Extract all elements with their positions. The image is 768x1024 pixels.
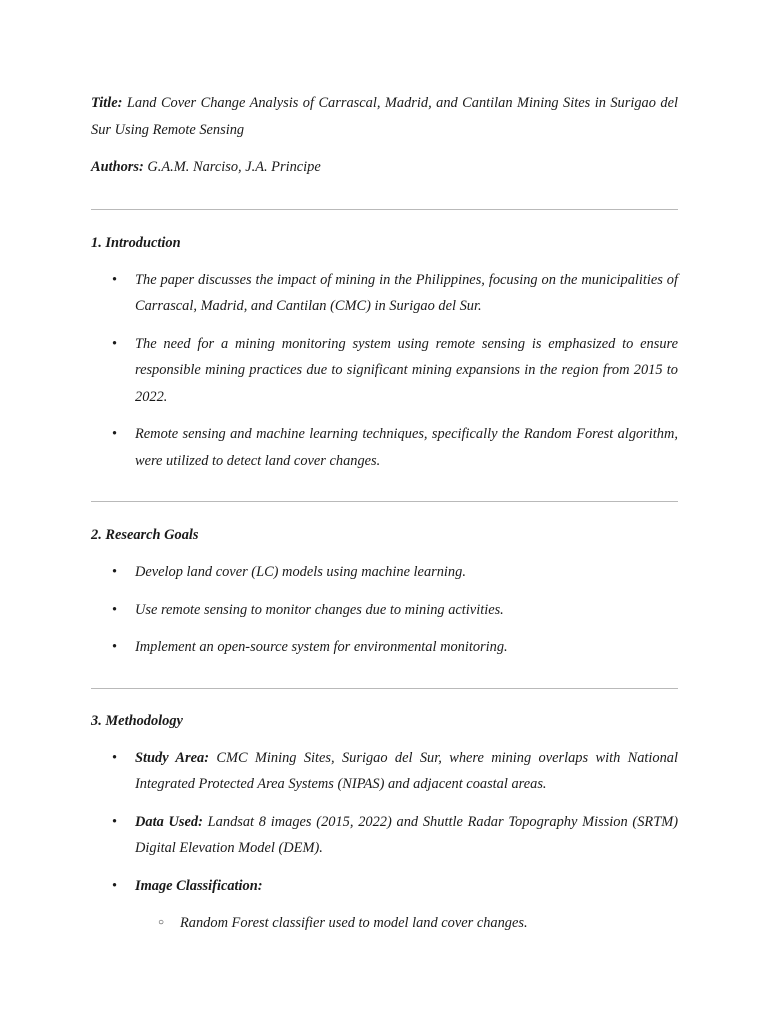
list-item: • Remote sensing and machine learning techniques, specifically the Random Forest algorithm, were utilized to detect land cover changes. — [91, 421, 678, 474]
section-heading-methodology: 3. Methodology — [91, 712, 183, 729]
authors-label: Authors: — [91, 159, 144, 175]
list-item — [91, 809, 678, 862]
section-divider — [91, 688, 678, 689]
list-item — [91, 873, 678, 900]
image-classification-sublist — [91, 910, 678, 937]
introduction-list — [91, 267, 678, 475]
document-authors — [91, 154, 678, 181]
section-heading-introduction: 1. Introduction — [91, 234, 181, 251]
data-used-text: Landsat 8 images (2015, 2022) and Shuttle Radar Topography Mission (SRTM) Digital Elevation Model (DEM). — [135, 813, 678, 856]
section-divider — [91, 209, 678, 210]
list-item: • Use remote sensing to monitor changes due to mining activities. — [91, 597, 678, 624]
section-divider — [91, 501, 678, 502]
list-item: • Implement an open-source system for environmental monitoring. — [91, 634, 678, 661]
research-goals-list — [91, 559, 678, 661]
authors-text: G.A.M. Narciso, J.A. Principe — [147, 159, 321, 175]
list-item: • Develop land cover (LC) models using machine learning. — [91, 559, 678, 586]
image-classification-label: Image Classification: — [135, 877, 263, 894]
sub-list-item: ○ Random Forest classifier used to model land cover changes. — [91, 910, 678, 937]
title-text: Land Cover Change Analysis of Carrascal, Madrid, and Cantilan Mining Sites in Surigao del Sur Using Remote Sensing — [91, 95, 678, 138]
study-area-label: Study Area: — [135, 749, 209, 766]
document-title — [91, 90, 678, 143]
list-item: • The need for a mining monitoring system using remote sensing is emphasized to ensure responsible mining practices due to significant mining expansions in the region from 2015 to 2022. — [91, 331, 678, 411]
list-item — [91, 745, 678, 798]
list-item: • The paper discusses the impact of mining in the Philippines, focusing on the municipalities of Carrascal, Madrid, and Cantilan (CMC) in Surigao del Sur. — [91, 267, 678, 320]
data-used-label: Data Used: — [135, 813, 203, 830]
methodology-list — [91, 745, 678, 900]
study-area-text: CMC Mining Sites, Surigao del Sur, where mining overlaps with National Integrated Protected Area Systems (NIPAS) and adjacent coastal areas. — [135, 749, 678, 792]
title-label: Title: — [91, 95, 123, 111]
section-heading-research-goals: 2. Research Goals — [91, 527, 199, 543]
document-page — [91, 88, 678, 937]
